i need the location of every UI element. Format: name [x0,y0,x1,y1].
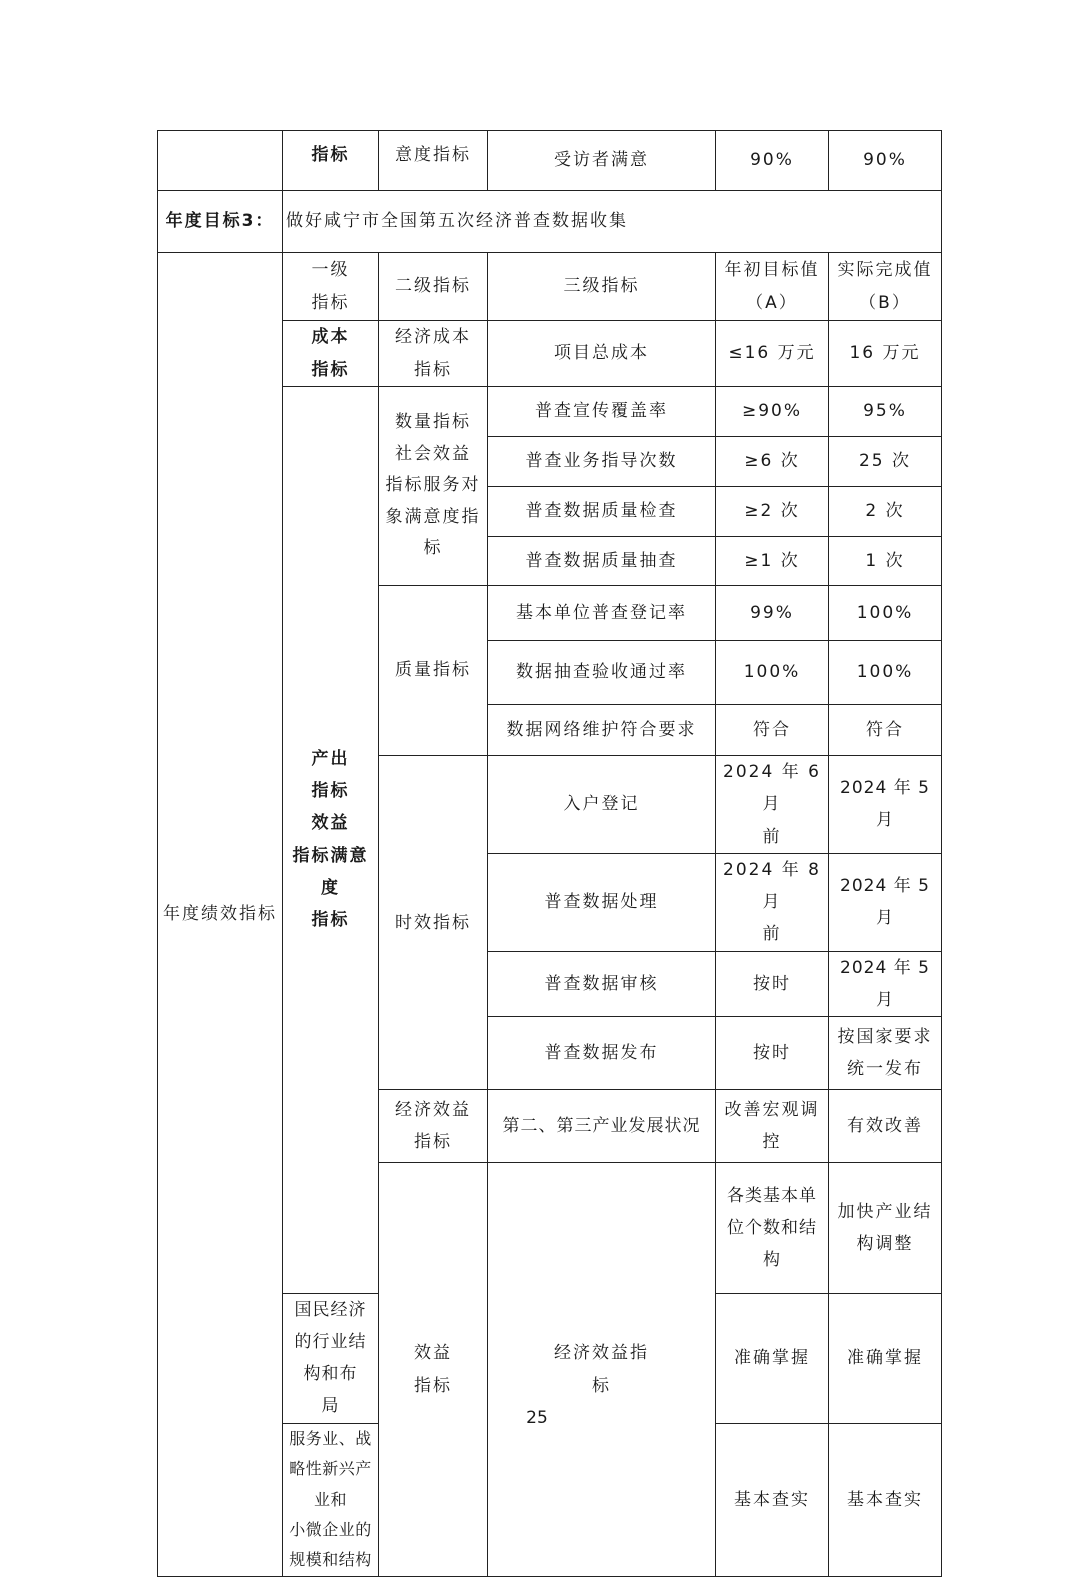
cost-level2-b: 指标 [414,359,452,380]
page-number: 25 [526,1408,548,1428]
level3-cell: 基本单位普查登记率 [488,586,716,641]
actual-cell: 2024 年 5 月 [829,756,942,854]
cost-level2-a: 经济成本 [395,327,471,348]
header-row [158,253,942,321]
level1-cell: 指标 [283,131,379,191]
header-actual-b: （B） [859,292,911,313]
target-cell: ≥90% [716,387,829,437]
target-cell-a: 改善宏观调 [724,1100,820,1121]
cost-level3: 项目总成本 [488,321,716,387]
header-level1 [283,253,379,321]
output-level1-d: 指标满意 [292,845,369,866]
target-cell [716,1090,829,1163]
level3-cell: 入户登记 [488,756,716,854]
level3-cell: 普查数据质量检查 [488,487,716,537]
annual-goal-row [158,191,942,253]
target-cell-b: 控 [762,1132,782,1153]
output-level1-f: 指标 [311,910,350,931]
target-cell-b: 构调整 [856,1233,914,1254]
target-cell: 符合 [716,705,829,756]
target-cell-a: 2024 年 6 月 [723,762,821,815]
level3-cell: 普查数据发布 [488,1017,716,1090]
quantity-level2-b: 社会效益 [395,443,471,464]
actual-cell: 100% [829,641,942,705]
actual-cell [829,1017,942,1090]
level3-cell: 普查数据质量抽查 [488,537,716,586]
output-level1-a: 产出 [311,748,350,769]
level3-cell: 普查数据审核 [488,951,716,1017]
actual-cell: 2 次 [829,487,942,537]
target-cell-a: 加快产业结 [837,1201,933,1222]
output-level1-b: 指标 [311,781,350,802]
benefit-level1 [379,1163,488,1576]
actual-cell: 1 次 [829,537,942,586]
actual-cell: 90% [829,131,942,191]
level3-cell-b: 局 [321,1396,340,1417]
header-target-b: （A） [746,292,798,313]
annual-indicator-label: 年度绩效指标 [158,253,283,1577]
output-level1 [283,387,379,1294]
cost-target: ≤16 万元 [716,321,829,387]
level3-cell [283,1293,379,1423]
level3-cell [283,1423,379,1576]
goal-label: 年度目标3： [158,191,283,253]
quantity-level2-c: 指标服务对 [385,475,481,496]
target-cell [716,853,829,951]
cost-actual: 16 万元 [829,321,942,387]
level3-cell-a: 服务业、战略性新兴产业和 [289,1428,372,1509]
time-level2: 时效指标 [379,756,488,1090]
actual-cell: 25 次 [829,437,942,487]
target-cell: ≥1 次 [716,537,829,586]
level3-cell: 各类基本单位个数和结构 [716,1163,829,1293]
quality-level2: 质量指标 [379,586,488,756]
level3-cell: 普查宣传覆盖率 [488,387,716,437]
target-cell: ≥2 次 [716,487,829,537]
econ-level2-a: 经济效益 [395,1100,471,1121]
level3-cell: 普查数据处理 [488,853,716,951]
quantity-level2-a: 数量指标 [395,412,471,433]
header-target-a: 年初目标值 [724,260,820,281]
target-cell: 基本查实 [716,1423,829,1576]
benefit-level2-b: 标 [592,1375,611,1396]
quantity-level2-e: 标 [423,538,443,559]
target-cell [716,756,829,854]
actual-cell: 准确掌握 [829,1293,942,1423]
target-cell [829,1163,942,1293]
target-cell-b: 前 [762,924,782,945]
header-level3: 三级指标 [488,253,716,321]
target-cell: 按时 [716,951,829,1017]
table-row [158,131,942,191]
level3-cell: 第二、第三产业发展状况 [488,1090,716,1163]
level3-cell-b: 小微企业的规模和结构 [289,1519,372,1570]
header-actual-a: 实际完成值 [837,260,933,281]
benefit-level2 [488,1163,716,1576]
level3-cell: 受访者满意 [488,131,716,191]
goal-text: 做好咸宁市全国第五次经济普查数据收集 [283,191,942,253]
actual-cell: 有效改善 [829,1090,942,1163]
level3-cell: 数据网络维护符合要求 [488,705,716,756]
quantity-level2-d: 象满意度指 [385,506,481,527]
target-cell-b: 前 [762,826,782,847]
benefit-level1-b: 指标 [414,1375,452,1396]
cost-level1-a: 成本 [311,327,350,348]
target-cell: 90% [716,131,829,191]
target-cell-a: 2024 年 8 月 [723,859,821,913]
header-level2: 二级指标 [379,253,488,321]
level3-cell: 普查业务指导次数 [488,437,716,487]
actual-cell: 基本查实 [829,1423,942,1576]
performance-table [157,130,942,1577]
output-level1-e: 度 [321,878,340,899]
econ-level2 [379,1090,488,1163]
target-cell: 按时 [716,1017,829,1090]
actual-cell-a: 按国家要求 [837,1027,933,1048]
output-level1-c: 效益 [311,813,350,834]
header-level1-a: 一级 [311,260,350,281]
level3-cell-a: 国民经济的行业结构和布 [294,1299,367,1385]
actual-cell: 95% [829,387,942,437]
cost-level2 [379,321,488,387]
benefit-level2-a: 经济效益指 [554,1343,649,1364]
target-cell: ≥6 次 [716,437,829,487]
level2-cell: 意度指标 [379,131,488,191]
empty-cell [158,131,283,191]
header-target [716,253,829,321]
target-cell: 准确掌握 [716,1293,829,1423]
target-cell: 100% [716,641,829,705]
target-cell: 99% [716,586,829,641]
actual-cell: 2024 年 5 月 [829,853,942,951]
actual-cell: 符合 [829,705,942,756]
actual-cell: 2024 年 5 月 [829,951,942,1017]
quantity-level2 [379,387,488,586]
level3-cell: 数据抽查验收通过率 [488,641,716,705]
benefit-level1-a: 效益 [414,1343,452,1364]
cost-level1-b: 指标 [311,359,350,380]
econ-level2-b: 指标 [414,1132,452,1153]
actual-cell-b: 统一发布 [847,1059,923,1080]
header-level1-b: 指标 [311,292,350,313]
cost-level1 [283,321,379,387]
actual-cell: 100% [829,586,942,641]
header-actual [829,253,942,321]
